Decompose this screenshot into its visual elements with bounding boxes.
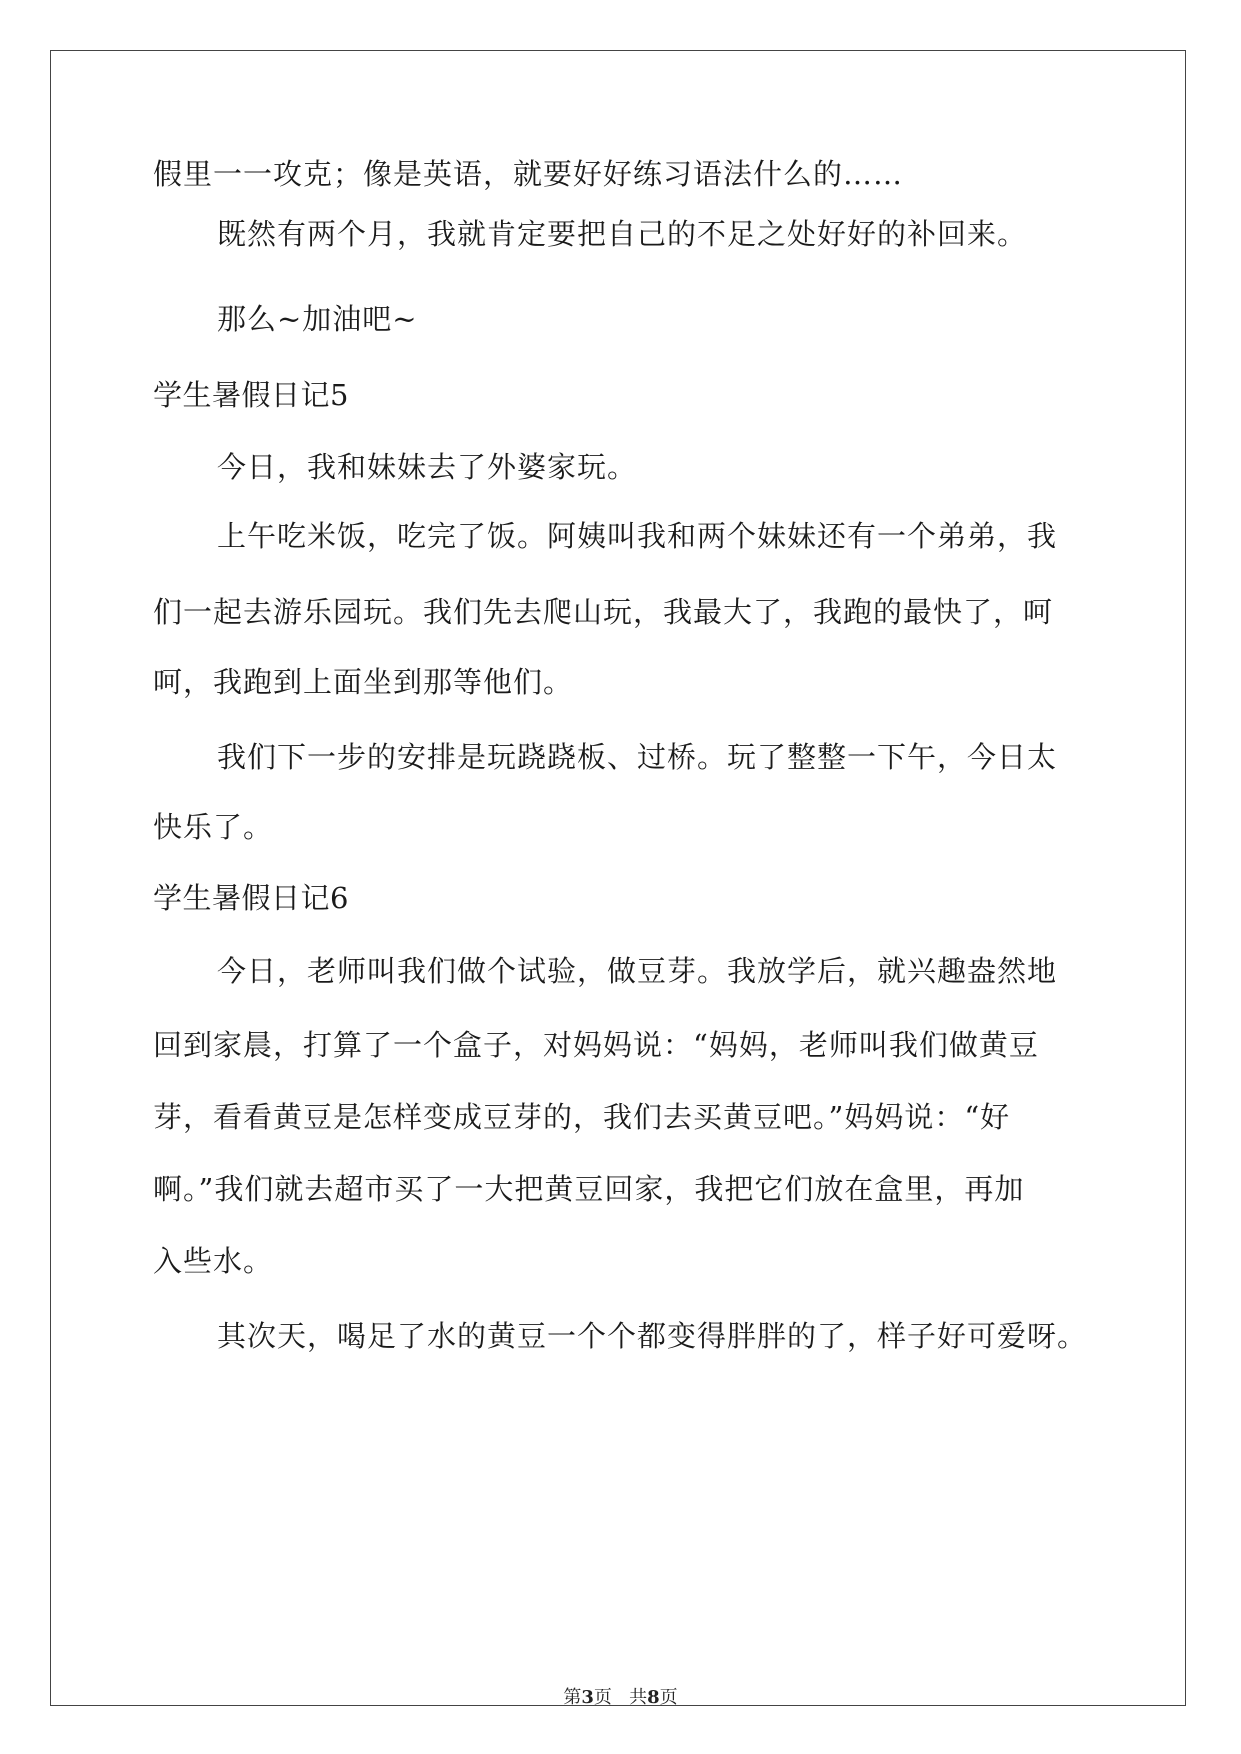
section-heading-5: 学生暑假日记5 xyxy=(153,378,349,412)
text-line-9: 我们下一步的安排是玩跷跷板、过桥。玩了整整一下午，今日太 xyxy=(217,740,1058,774)
page-border xyxy=(50,50,1186,1706)
footer-total-unit: 页 xyxy=(659,1687,678,1708)
text-line-14: 芽，看看黄豆是怎样变成豆芽的，我们去买黄豆吧。”妈妈说：“好 xyxy=(153,1100,1011,1134)
section-heading-6: 学生暑假日记6 xyxy=(153,881,349,915)
page-footer xyxy=(0,1683,1241,1709)
text-line-13: 回到家晨，打算了一个盒子，对妈妈说：“妈妈，老师叫我们做黄豆 xyxy=(153,1028,1039,1062)
text-line-16: 入些水。 xyxy=(153,1244,274,1278)
text-line-5: 今日，我和妹妹去了外婆家玩。 xyxy=(217,450,638,484)
text-line-10: 快乐了。 xyxy=(153,810,274,844)
footer-prefix: 第 xyxy=(563,1687,582,1708)
text-line-3: 那么~加油吧~ xyxy=(217,302,418,336)
current-page-number: 3 xyxy=(581,1687,594,1708)
text-line-8: 呵，我跑到上面坐到那等他们。 xyxy=(153,665,574,699)
footer-total-prefix: 共 xyxy=(629,1687,648,1708)
text-line-15: 啊。”我们就去超市买了一大把黄豆回家，我把它们放在盒里，再加 xyxy=(153,1172,1025,1206)
total-page-count: 8 xyxy=(647,1687,660,1708)
text-line-17: 其次天，喝足了水的黄豆一个个都变得胖胖的了，样子好可爱呀。 xyxy=(217,1319,1088,1353)
text-line-7: 们一起去游乐园玩。我们先去爬山玩，我最大了，我跑的最快了，呵 xyxy=(153,595,1054,629)
footer-page-unit: 页 xyxy=(593,1687,612,1708)
text-line-6: 上午吃米饭，吃完了饭。阿姨叫我和两个妹妹还有一个弟弟，我 xyxy=(217,519,1058,553)
text-line-2: 既然有两个月，我就肯定要把自己的不足之处好好的补回来。 xyxy=(217,217,1028,251)
text-line-1: 假里一一攻克；像是英语，就要好好练习语法什么的…… xyxy=(153,157,904,191)
text-line-12: 今日，老师叫我们做个试验，做豆芽。我放学后，就兴趣盎然地 xyxy=(217,954,1058,988)
